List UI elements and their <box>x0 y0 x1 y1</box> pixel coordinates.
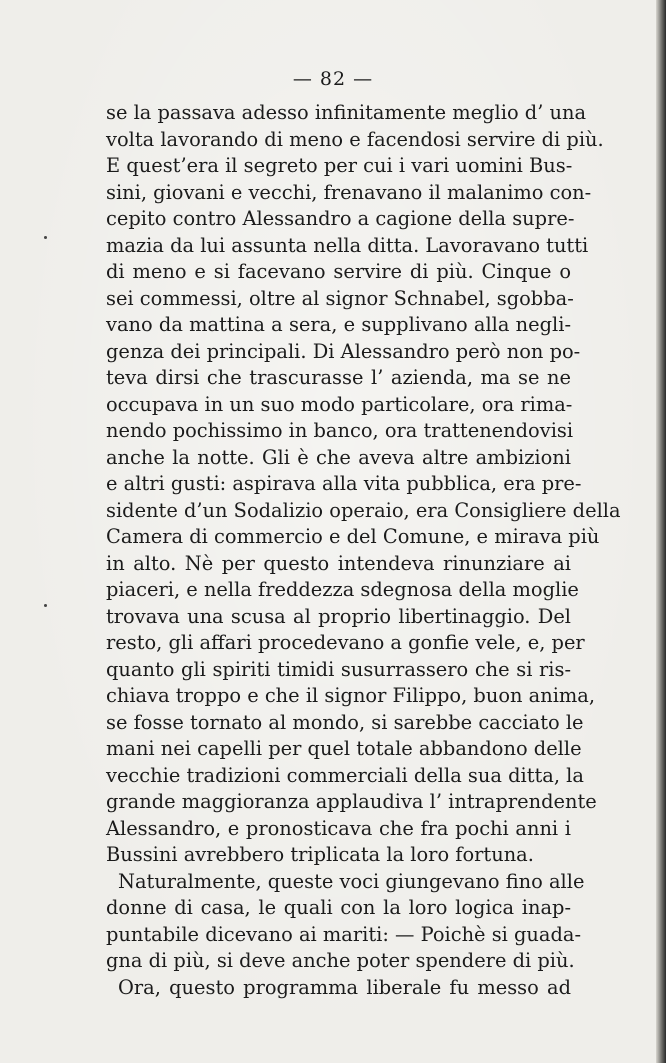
margin-speck <box>44 236 47 239</box>
text-line: se la passava adesso infinitamente meglio d’ una <box>106 101 587 124</box>
text-line: E quest’era il segreto per cui i vari uomini Bus- <box>106 154 573 177</box>
text-line: genza dei principali. Di Alessandro però non po- <box>106 339 581 363</box>
text-line: occupava in un suo modo particolare, ora rima- <box>106 392 573 416</box>
text-line: Naturalmente, queste voci giungevano fino alle <box>118 869 585 893</box>
text-line: volta lavorando di meno e facendosi servire di più. <box>106 127 604 151</box>
text-line: gna di più, si deve anche poter spendere di più. <box>106 949 575 972</box>
text-line: sei commessi, oltre al signor Schnabel, sgobba- <box>106 286 574 310</box>
text-line: di meno e si facevano servire di più. Cinque o <box>106 260 571 283</box>
page-binding-edge <box>656 0 666 1063</box>
text-line: mani nei capelli per quel totale abbandono delle <box>106 737 582 760</box>
text-line: grande maggioranza applaudiva l’ intraprendente <box>106 790 597 813</box>
text-line: vecchie tradizioni commerciali della sua ditta, la <box>106 763 584 787</box>
text-line: mazia da lui assunta nella ditta. Lavoravano tutti <box>106 233 589 257</box>
text-line: in alto. Nè per questo intendeva rinunziare ai <box>106 551 571 575</box>
text-line: nendo pochissimo in banco, ora trattenendovisi <box>106 419 574 442</box>
text-line: vano da mattina a sera, e supplivano alla negli- <box>106 313 571 336</box>
text-line: chiava troppo e che il signor Filippo, buon anima, <box>106 684 596 707</box>
text-line: resto, gli affari procedevano a gonfie vele, e, per <box>106 631 585 654</box>
text-line: Ora, questo programma liberale fu messo ad <box>118 975 571 999</box>
text-line: cepito contro Alessandro a cagione della supre- <box>106 207 575 230</box>
text-line: sidente d’un Sodalizio operaio, era Consigliere della <box>106 498 621 522</box>
text-line: trovava una scusa al proprio libertinaggio. Del <box>106 604 571 628</box>
text-line: teva dirsi che trascurasse l’ azienda, ma se ne <box>106 366 571 389</box>
page-number: — 82 — <box>292 68 374 90</box>
text-line: quanto gli spiriti timidi susurrassero che si ris- <box>106 657 571 681</box>
text-line: Bussini avrebbero triplicata la loro fortuna. <box>106 843 534 866</box>
margin-speck <box>44 604 47 607</box>
text-line: sini, giovani e vecchi, frenavano il malanimo con- <box>106 180 592 204</box>
text-line: donne di casa, le quali con la loro logica inap- <box>106 896 571 919</box>
text-line: puntabile dicevano ai mariti: — Poichè si guada- <box>106 922 582 946</box>
text-line: piaceri, e nella freddezza sdegnosa della moglie <box>106 578 579 601</box>
text-line: anche la notte. Gli è che aveva altre ambizioni <box>106 445 571 469</box>
text-line: se fosse tornato al mondo, si sarebbe cacciato le <box>106 710 584 734</box>
text-line: Camera di commercio e del Comune, e mirava più <box>106 525 600 548</box>
body-text <box>106 100 621 1001</box>
text-line: e altri gusti: aspirava alla vita pubblica, era pre- <box>106 472 582 495</box>
text-line: Alessandro, e pronosticava che fra pochi anni i <box>106 816 571 840</box>
